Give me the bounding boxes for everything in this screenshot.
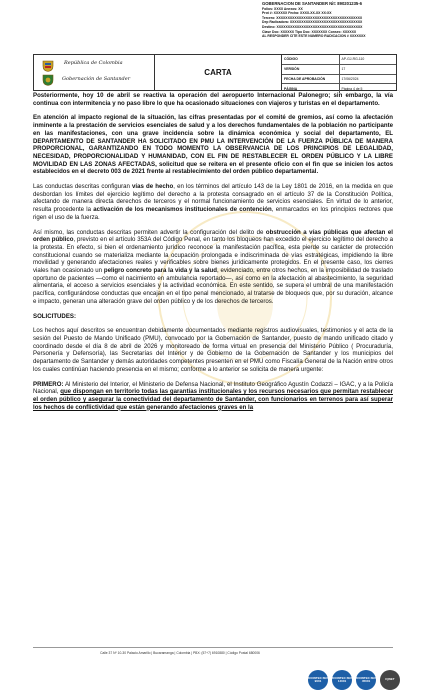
stamp-line: Clase Doc: XXXXXX Tipo Doc: XXXXXXX Consec: XXXXXX [262, 29, 357, 34]
meta-row: FECHA DE APROBACIÓN 17/06/2024 [282, 75, 396, 85]
paragraph: Así mismo, las conductas descritas permiten advertir la configuración del delito de obstrucción a vías públicas que afectan el orden público, previsto en el artículo 353A del Código Penal, en tanto los bloqueos han excedido el ejercicio legítimo del derecho a la protesta. En efecto, si bien el ordenamiento jurídico reconoce la manifestación pacífica, esta pierde su carácter de protección constitucional cuando se materializa mediante la ocupación prolongada e indiscriminada de vías estratégicas, impidiendo la libre movilidad y generando afectaciones reales y verificables sobre bienes jurídicamente protegidos. En el presente caso, los cierres viales han ocasionado un peligro concreto para la vida y la salud, evidenciado, entre otros hechos, en la imposibilidad de traslado oportuno de pacientes —como el nacimiento en ambulancia reportado—, así como en la afectación al abastecimiento, la seguridad alimentaria, el acceso a servicios esenciales y la actividad económica. En este sentido, se supera el umbral de una manifestación pacífica, configurándose conductas que encajan en el tipo penal mencionado, al tratarse de bloqueos que, por su duración, alcance e impacto, generan una alteración grave del orden público y de los derechos de terceros. [33, 228, 393, 305]
doc-type-title: CARTA [155, 55, 282, 90]
icontec-badge-icon: ICONTEC ISO 9001 [308, 670, 328, 690]
meta-row: PÁGINA Página 4 de 5 [282, 84, 396, 93]
doc-meta [282, 55, 396, 90]
meta-row: VERSIÓN 17 [282, 65, 396, 75]
letter-body [33, 92, 393, 418]
paragraph: Los hechos aquí descritos se encuentran debidamente documentados mediante registros audiovisuales, testimonios y el acta de la sesión del Puesto de Mando Unificado (PMU), convocado por la Gobernación de Santander, puesto de mando unificado citado y coordinado desde el día 8 de abril de 2026 y monitoreado de forma virtual en presencia del Ministerio Público ( Procuraduría, Personería y Defensoría), las Secretarías del Interior y de Gobierno de la Gobernación de Santander y los municipios del departamento de Santander y demás autoridades competentes presenten en el PMU como Fiscalía General de la Nación entre otros los cuales continúan haciendo presencia en el mismo; conforme a lo anterior se solicita de manera urgente: [33, 327, 393, 373]
iqnet-badge-icon: IQNET [380, 670, 400, 690]
paragraph: Posteriormente, hoy 10 de abril se reactiva la operación del aeropuerto Internacional Palonegro; sin embargo, la vía continua con intermitencia y no paso libre lo que ha ocasionado situaciones con viajeros y turistas en el departamento. [33, 92, 393, 107]
paragraph: PRIMERO: Al Ministerio del Interior, el Ministerio de Defensa Nacional, el Instituto Geográfico Agustín Codazzi – IGAC, y a la Policía Nacional, que dispongan en territorio todas las garantías institucionales y los recursos necesarios que permitan restablecer el orden público y asegurar la conectividad del departamento de Santander, con funcionarios en terrenos para así superar los hechos de conflictividad que están generando afectaciones graves en la [33, 380, 393, 411]
gobernacion-logo [40, 58, 150, 87]
stamp-line: AL RESPONDER CITE ESTE NUMERO RADICACION # XXXXXXX [262, 34, 366, 39]
colombia-shield-icon [42, 60, 54, 72]
logo-cell [34, 55, 155, 90]
stamp-line: Dep Radicadora: XXXXXXXXXXXXXXXXXXXXXXXXXXXXXXXX [262, 20, 363, 25]
stamp-line: Folios: XXXX Anexos: XX [262, 6, 303, 11]
icontec-badge-icon: ICONTEC ISO 45001 [356, 670, 376, 690]
section-heading: SOLICITUDES: [33, 312, 76, 320]
stamp-line: GOBERNACION DE SANTANDER Nit: 890201235-6 [262, 1, 362, 6]
certification-badges [308, 670, 400, 690]
stamp-line: Prot #: XXXXXX Fecha: XXXX-XX-XX XX:XX [262, 11, 332, 16]
footer-address: Calle 37 Nº 10-30 Palacio Amarillo | Bucaramanga | Colombia | PBX: (57+7) 6910880 | Código Postal 680006 [100, 651, 260, 655]
santander-shield-icon [42, 74, 54, 86]
meta-row: CÓDIGO AP-GJ-RG-110 [282, 55, 396, 65]
paragraph: Las conductas descritas configuran vías de hecho, en los términos del artículo 143 de la Ley 1801 de 2016, en la medida en que desbordan los límites del ejercicio legítimo del derecho a la protesta consagrado en el artículo 37 de la Constitución Política, afectando de manera directa derechos de terceros y el normal funcionamiento de servicios esenciales. En virtud de lo anterior, resulta procedente la activación de los mecanismos institucionales de contención, enmarcados en los principios rectores que rigen el uso de la fuerza. [33, 183, 394, 221]
stamp-line: Destino: XXXXXXXXXXXXXXXXXXXXXXXXXXXXXXXXXXXXXX [262, 24, 363, 29]
gobernacion-label: Gobernación de Santander [62, 76, 131, 82]
republica-label: República de Colombia [64, 60, 123, 66]
icontec-badge-icon: ICONTEC ISO 14001 [332, 670, 352, 690]
footer-divider [33, 647, 393, 648]
filing-stamp [262, 2, 422, 39]
paragraph: En atención al impacto regional de la situación, las cifras presentadas por el comité de gremios, así como la afectación inminente a la prestación de servicios esenciales de salud y a los derechos fundamentales de la población no participante en las manifestaciones, con una grave incidencia sobre la dinámica económica y social del departamento, EL DEPARTAMENTO DE SANTANDER HA SOLICITADO EN PMU LA INTERVENCIÓN DE LA FUERZA PÚBLICA DE MANERA PROPORCIONAL, GARANTIZANDO EN TODO MOMENTO LA OBSERVANCIA DE LOS PRINCIPIOS DE LEGALIDAD, NECESIDAD, PROPORCIONALIDAD Y HUMANIDAD, CON EL FIN DE RESTABLECER EL ORDEN PÚBLICO Y LA LIBRE MOVILIDAD EN LAS ZONAS AFECTADAS, solicitud que se reitera en el presente oficio con el fin que se inicien los actos establecidos en el decreto 003 de 2021 frente al restablecimiento del orden público departamental. [33, 114, 393, 176]
stamp-line: Tercero: XXXXXXXXXXXXXXXXXXXXXXXXXXXXXXXXXXXXXX [262, 15, 363, 20]
document-header [33, 54, 397, 91]
